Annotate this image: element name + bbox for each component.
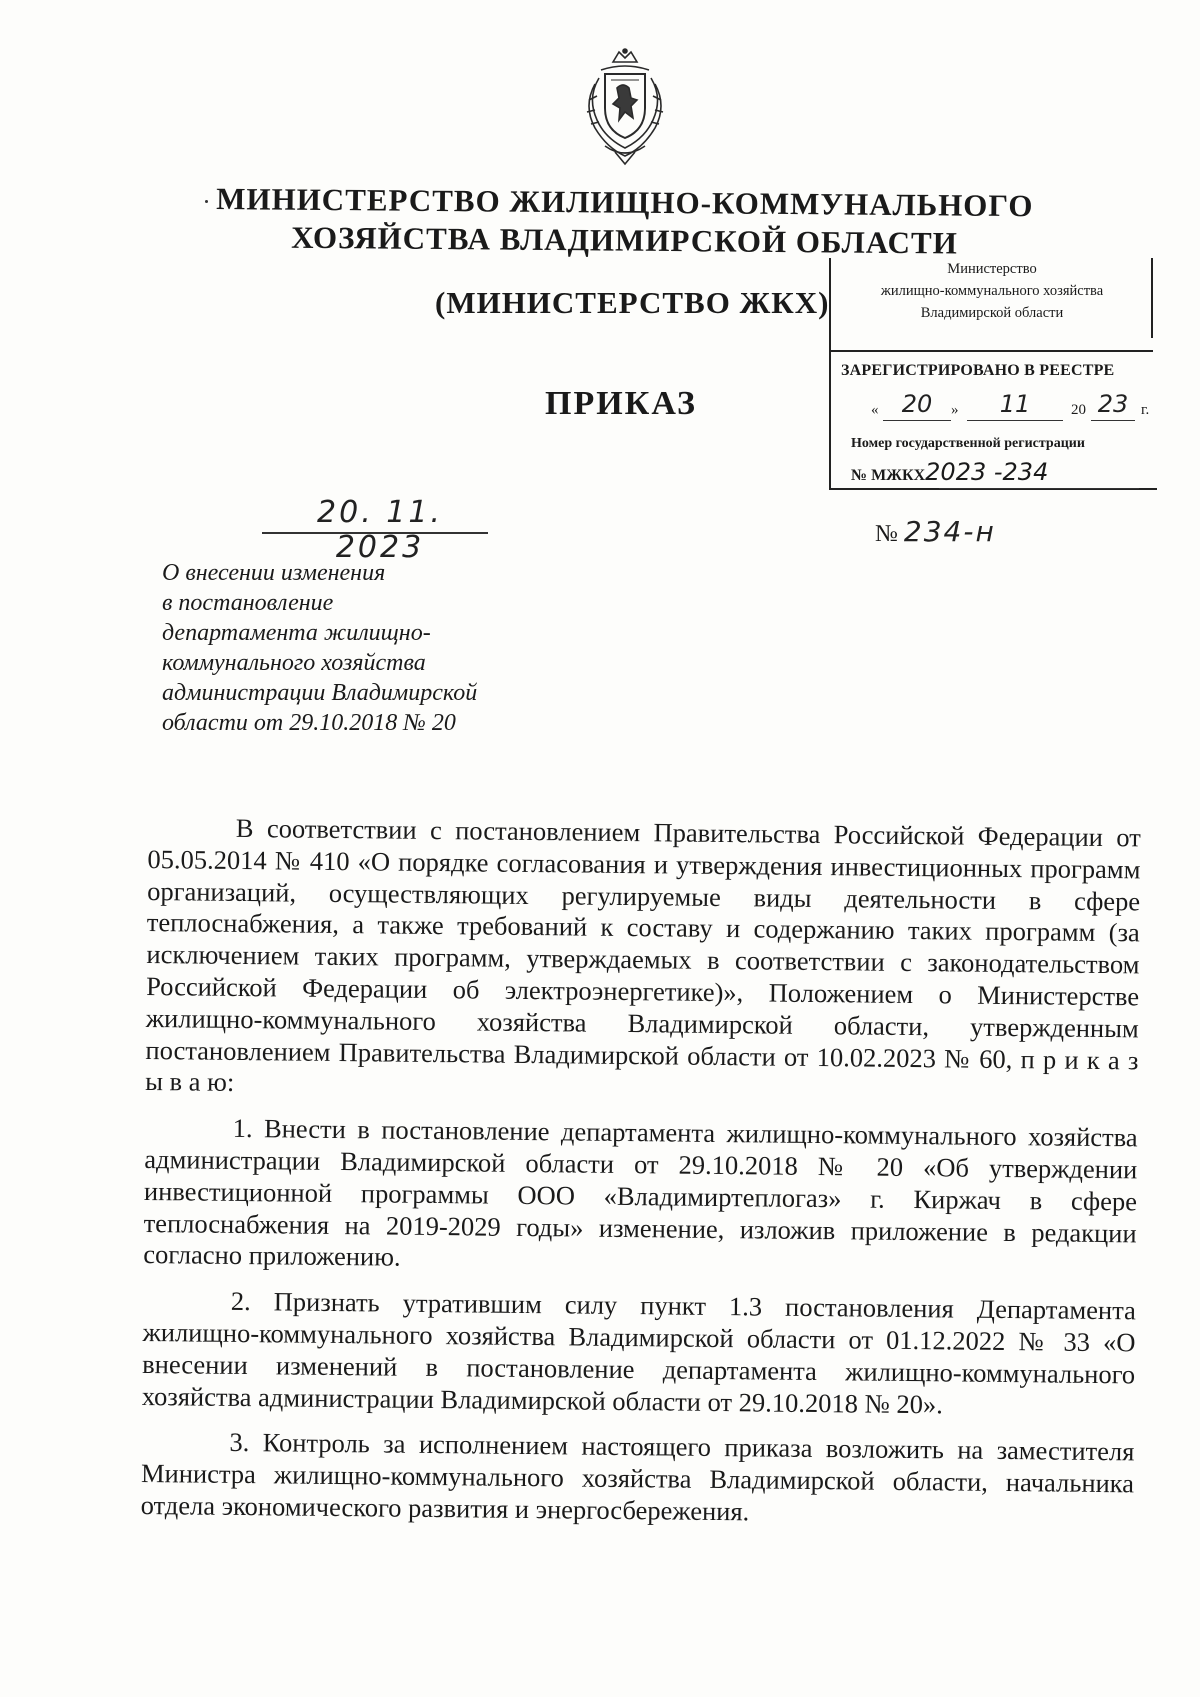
clause-3-paragraph: 3. Контроль за исполнением настоящего приказа возложить на заместителя Министра жилищно-коммунального хозяйства Владимирской области, начальника отдела экономического развития и энергосбережения. xyxy=(140,1427,1135,1527)
order-body xyxy=(141,812,1141,1532)
stamp-year-underline xyxy=(1091,420,1135,421)
stamp-reg-number-underline xyxy=(939,488,1139,489)
stamp-org-block xyxy=(833,258,1153,338)
ministry-title-line-2: ХОЗЯЙСТВА ВЛАДИМИРСКОЙ ОБЛАСТИ xyxy=(291,219,958,261)
clause-2-paragraph: 2. Признать утратившим силу пункт 1.3 постановления Департамента жилищно-коммунального хозяйства Владимирской области от 01.12.2022 № 33 «О внесении изменений в постановление департамента жилищно-коммунального хозяйства администрации Владимирской области от 29.10.2018 № 20». xyxy=(141,1286,1136,1419)
order-number-handwritten: 234-н xyxy=(903,515,996,548)
ministry-short-name: (МИНИСТЕРСТВО ЖКХ) xyxy=(435,285,830,320)
stamp-divider xyxy=(831,350,1153,352)
order-number xyxy=(875,515,996,548)
subject-line: департамента жилищно- xyxy=(162,620,431,646)
subject-line: администрации Владимирской xyxy=(162,680,478,706)
preamble-paragraph: В соответствии с постановлением Правительства Российской Федерации от 05.05.2014 № 410 «О порядке согласования и утверждения инвестиционных программ организаций, осуществляющих регулируемые виды деятельности в сфере теплоснабжения, а также требований к составу и содержанию таких программ (за исключением таких программ, утверждаемых в соответствии с законодательством Российской Федерации об электроэнергетике)», Положением о Министерстве жилищно-коммунального хозяйства Владимирской области, утвержденным постановлением Правительства Владимирской области от 10.02.2023 № 60, п р и к а з ы в а ю: xyxy=(145,812,1141,1098)
subject-line: в постановление xyxy=(162,590,334,616)
stamp-reg-number-handwritten: 2023 -234 xyxy=(925,458,1049,486)
stamp-quote-open: « xyxy=(871,402,879,418)
stamp-org-line-3: Владимирской области xyxy=(920,305,1064,321)
subject-line: коммунального хозяйства xyxy=(162,650,426,676)
ministry-title-line-1: МИНИСТЕРСТВО ЖИЛИЩНО-КОММУНАЛЬНОГО xyxy=(216,181,1034,224)
order-date-underline xyxy=(262,532,488,534)
stamp-quote-close: » xyxy=(951,402,959,418)
stamp-day-handwritten: 20 xyxy=(901,390,933,418)
stamp-year-prefix: 20 xyxy=(1071,402,1086,418)
stamp-month-handwritten: 11 xyxy=(999,390,1031,418)
stamp-reg-number xyxy=(851,458,1048,486)
stamp-org-line-2: жилищно-коммунального хозяйства xyxy=(880,283,1104,299)
stamp-registered-label: ЗАРЕГИСТРИРОВАНО В РЕЕСТРЕ xyxy=(841,362,1115,379)
scan-speck xyxy=(205,200,208,203)
stamp-date xyxy=(871,390,1161,424)
stamp-day-underline xyxy=(883,420,951,421)
order-date-handwritten: 20. 11. 2023 xyxy=(317,495,443,565)
stamp-month-underline xyxy=(967,420,1063,421)
stamp-org-line-1: Министерство xyxy=(947,261,1037,277)
registration-stamp xyxy=(829,258,1157,490)
subject-line: О внесении изменения xyxy=(162,560,386,586)
order-subject xyxy=(162,558,507,738)
stamp-reg-number-label: Номер государственной регистрации xyxy=(851,436,1085,451)
order-number-prefix: № xyxy=(875,521,898,547)
coat-of-arms-emblem xyxy=(575,48,675,166)
stamp-year-unit: г. xyxy=(1141,402,1150,418)
document-type-title: ПРИКАЗ xyxy=(545,385,697,422)
ministry-title xyxy=(209,180,1040,263)
stamp-year-handwritten: 23 xyxy=(1097,390,1129,418)
stamp-reg-number-prefix: № МЖКХ xyxy=(851,467,926,484)
clause-1-paragraph: 1. Внести в постановление департамента жилищно-коммунального хозяйства администрации Владимирской области от 29.10.2018 № 20 «Об утверждении инвестиционной программы ООО «Владимиртеплогаз» г. Киржач в сфере теплоснабжения на 2019-2029 годы» изменение, изложив приложение в редакции согласно приложению. xyxy=(143,1113,1138,1273)
subject-line: области от 29.10.2018 № 20 xyxy=(162,710,456,736)
